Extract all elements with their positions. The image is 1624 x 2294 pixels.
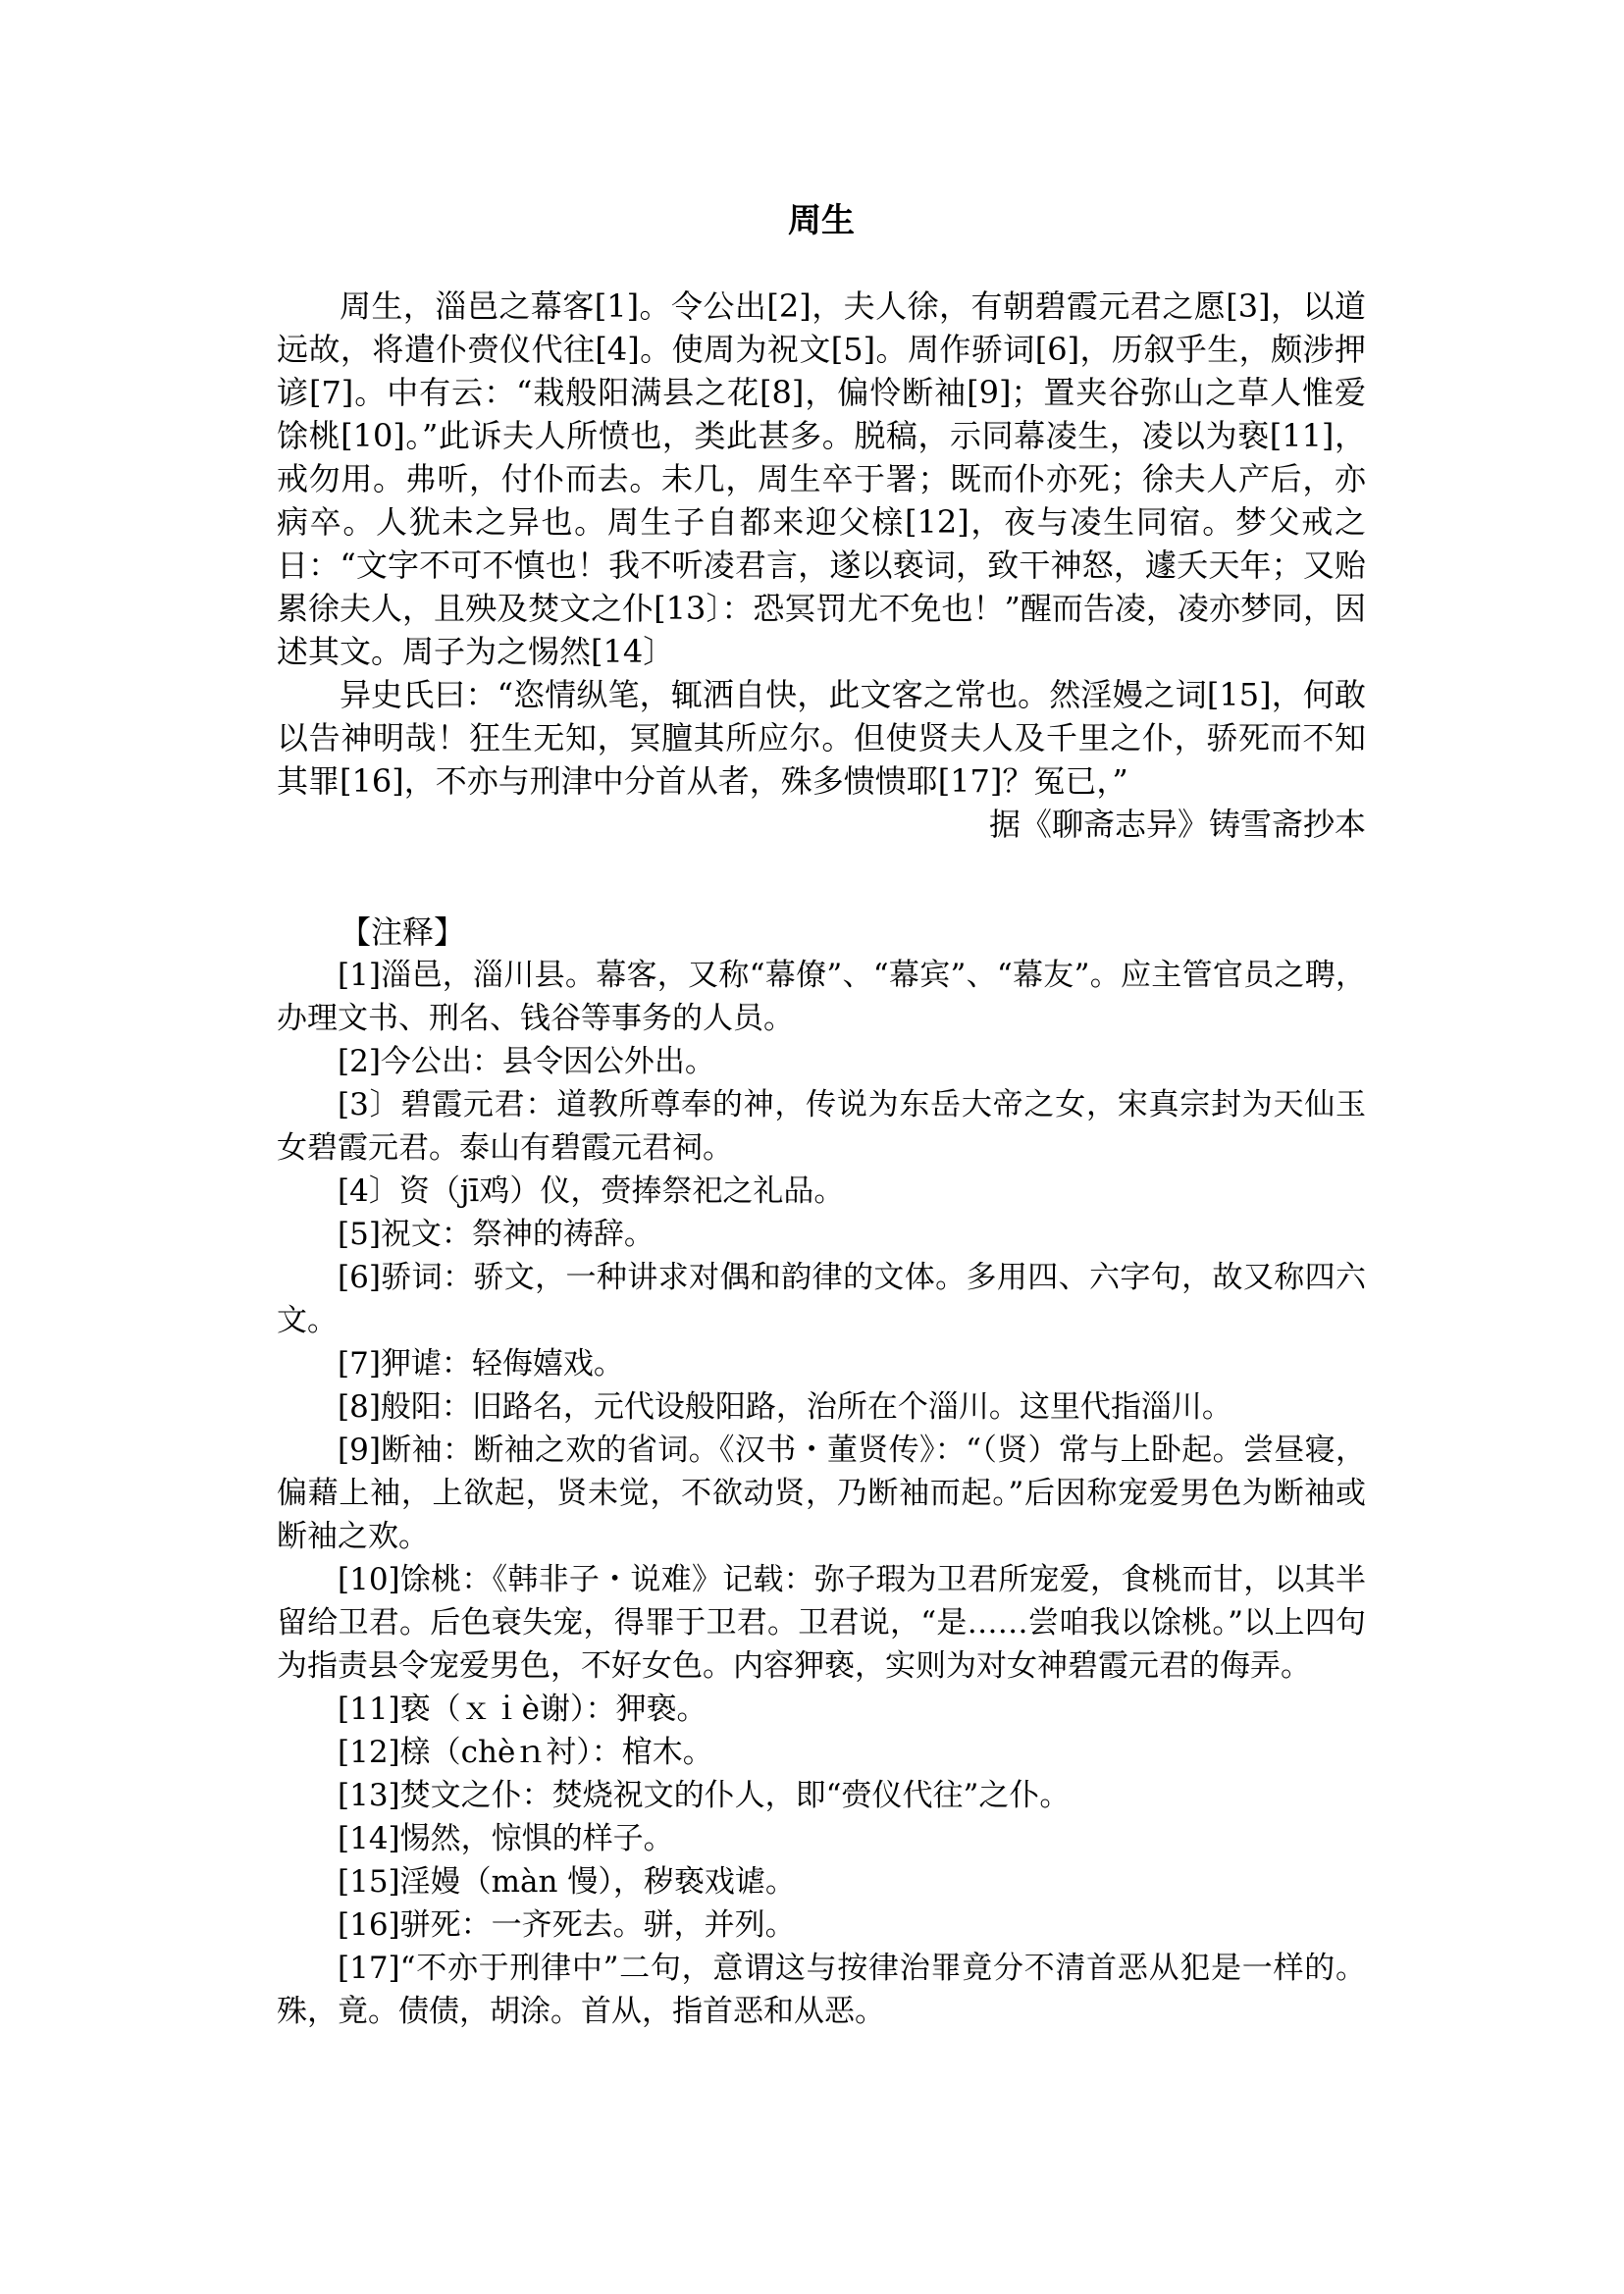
note-item: [11]亵（ｘｉè谢）：狎亵。	[338, 1692, 707, 1727]
note-item: [16]骈死：一齐死去。骈，并列。	[338, 1907, 796, 1943]
note-item: [6]骄词：骄文，一种讲求对偶和韵律的文体。多用四、六字句，故又称四六文。	[277, 1260, 1366, 1338]
commentary-paragraph: 异史氏曰：“恣情纵笔，辄洒自快，此文客之常也。然淫嫚之词[15]，何敢以告神明哉！狂生无知，冥膻其所应尔。但使贤夫人及千里之仆，骄死而不知其罪[16]，不亦与刑津中分首从者，殊多愦愦耶[17]？冤已，”	[277, 676, 1366, 800]
note-item: [7]狎谑：轻侮嬉戏。	[338, 1346, 624, 1382]
document-page	[277, 196, 1366, 2033]
note-item: [1]淄邑，淄川县。幕客，又称“幕僚”、“幕宾”、“幕友”。应主管官员之聘，办理文书、刑名、钱谷等事务的人员。	[277, 958, 1366, 1036]
note-item: [13]焚文之仆：焚烧祝文的仆人，即“赍仪代往”之仆。	[338, 1778, 1071, 1813]
notes-heading: 【注释】	[340, 913, 466, 951]
note-item: [3〕碧霞元君：道教所尊奉的神，传说为东岳大帝之女，宋真宗封为天仙玉女碧霞元君。泰山有碧霞元君祠。	[277, 1087, 1366, 1166]
note-item: [8]般阳：旧路名，元代设般阳路，治所在个淄川。这里代指淄川。	[338, 1389, 1232, 1425]
note-item: [5]祝文：祭神的祷辞。	[338, 1217, 655, 1252]
note-item: [17]“不亦于刑律中”二句，意谓这与按律治罪竟分不清首恶从犯是一样的。殊，竟。债债，胡涂。首从，指首恶和从恶。	[277, 1951, 1366, 2029]
note-item: [4〕资（jī鸡）仪，赍捧祭祀之礼品。	[338, 1173, 845, 1209]
note-item: [9]断袖：断袖之欢的省词。《汉书・董贤传》：“（贤）常与上卧起。尝昼寝，偏藉上袖，上欲起，贤未觉，不欲动贤，乃断袖而起。”后因称宠爱男色为断袖或断袖之欢。	[277, 1433, 1366, 1554]
notes-list	[277, 954, 1366, 2033]
note-item: [15]淫嫚（màn 慢），秽亵戏谑。	[338, 1864, 796, 1900]
note-item: [2]今公出：县令因公外出。	[338, 1044, 715, 1079]
document-title: 周生	[788, 201, 855, 240]
source-citation: 据《聊斋志异》铸雪斋抄本	[988, 806, 1366, 843]
story-body	[277, 285, 1366, 803]
note-item: [10]馀桃：《韩非子・说难》记载：弥子瑕为卫君所宠爱，食桃而甘，以其半留给卫君。后色衰失宠，得罪于卫君。卫君说，“是……尝咱我以馀桃。”以上四句为指责县令宠爱男色，不好女色。内容狎亵，实则为对女神碧霞元君的侮弄。	[277, 1562, 1366, 1684]
note-item: [12]榇（chèｎ衬）：棺木。	[338, 1735, 713, 1770]
note-item: [14]惕然，惊惧的样子。	[338, 1821, 674, 1856]
story-paragraph: 周生，淄邑之幕客[1]。令公出[2]，夫人徐，有朝碧霞元君之愿[3]，以道远故，将遣仆赍仪代往[4]。使周为祝文[5]。周作骄词[6]，历叙乎生，颇涉押谚[7]。中有云：“栽般阳满县之花[8]，偏怜断袖[9]；置夹谷弥山之草人惟爱馀桃[10]。”此诉夫人所愤也，类此甚多。脱稿，示同幕凌生，凌以为亵[11]，戒勿用。弗听，付仆而去。未几，周生卒于署；既而仆亦死；徐夫人产后，亦病卒。人犹未之异也。周生子自都来迎父榇[12]，夜与凌生同宿。梦父戒之日：“文字不可不慎也！我不听凌君言，遂以亵词，致干神怒，遽夭天年；又贻累徐夫人，且殃及焚文之仆[13〕：恐冥罚尤不免也！”醒而告凌，凌亦梦同，因述其文。周子为之惕然[14〕	[277, 287, 1366, 670]
